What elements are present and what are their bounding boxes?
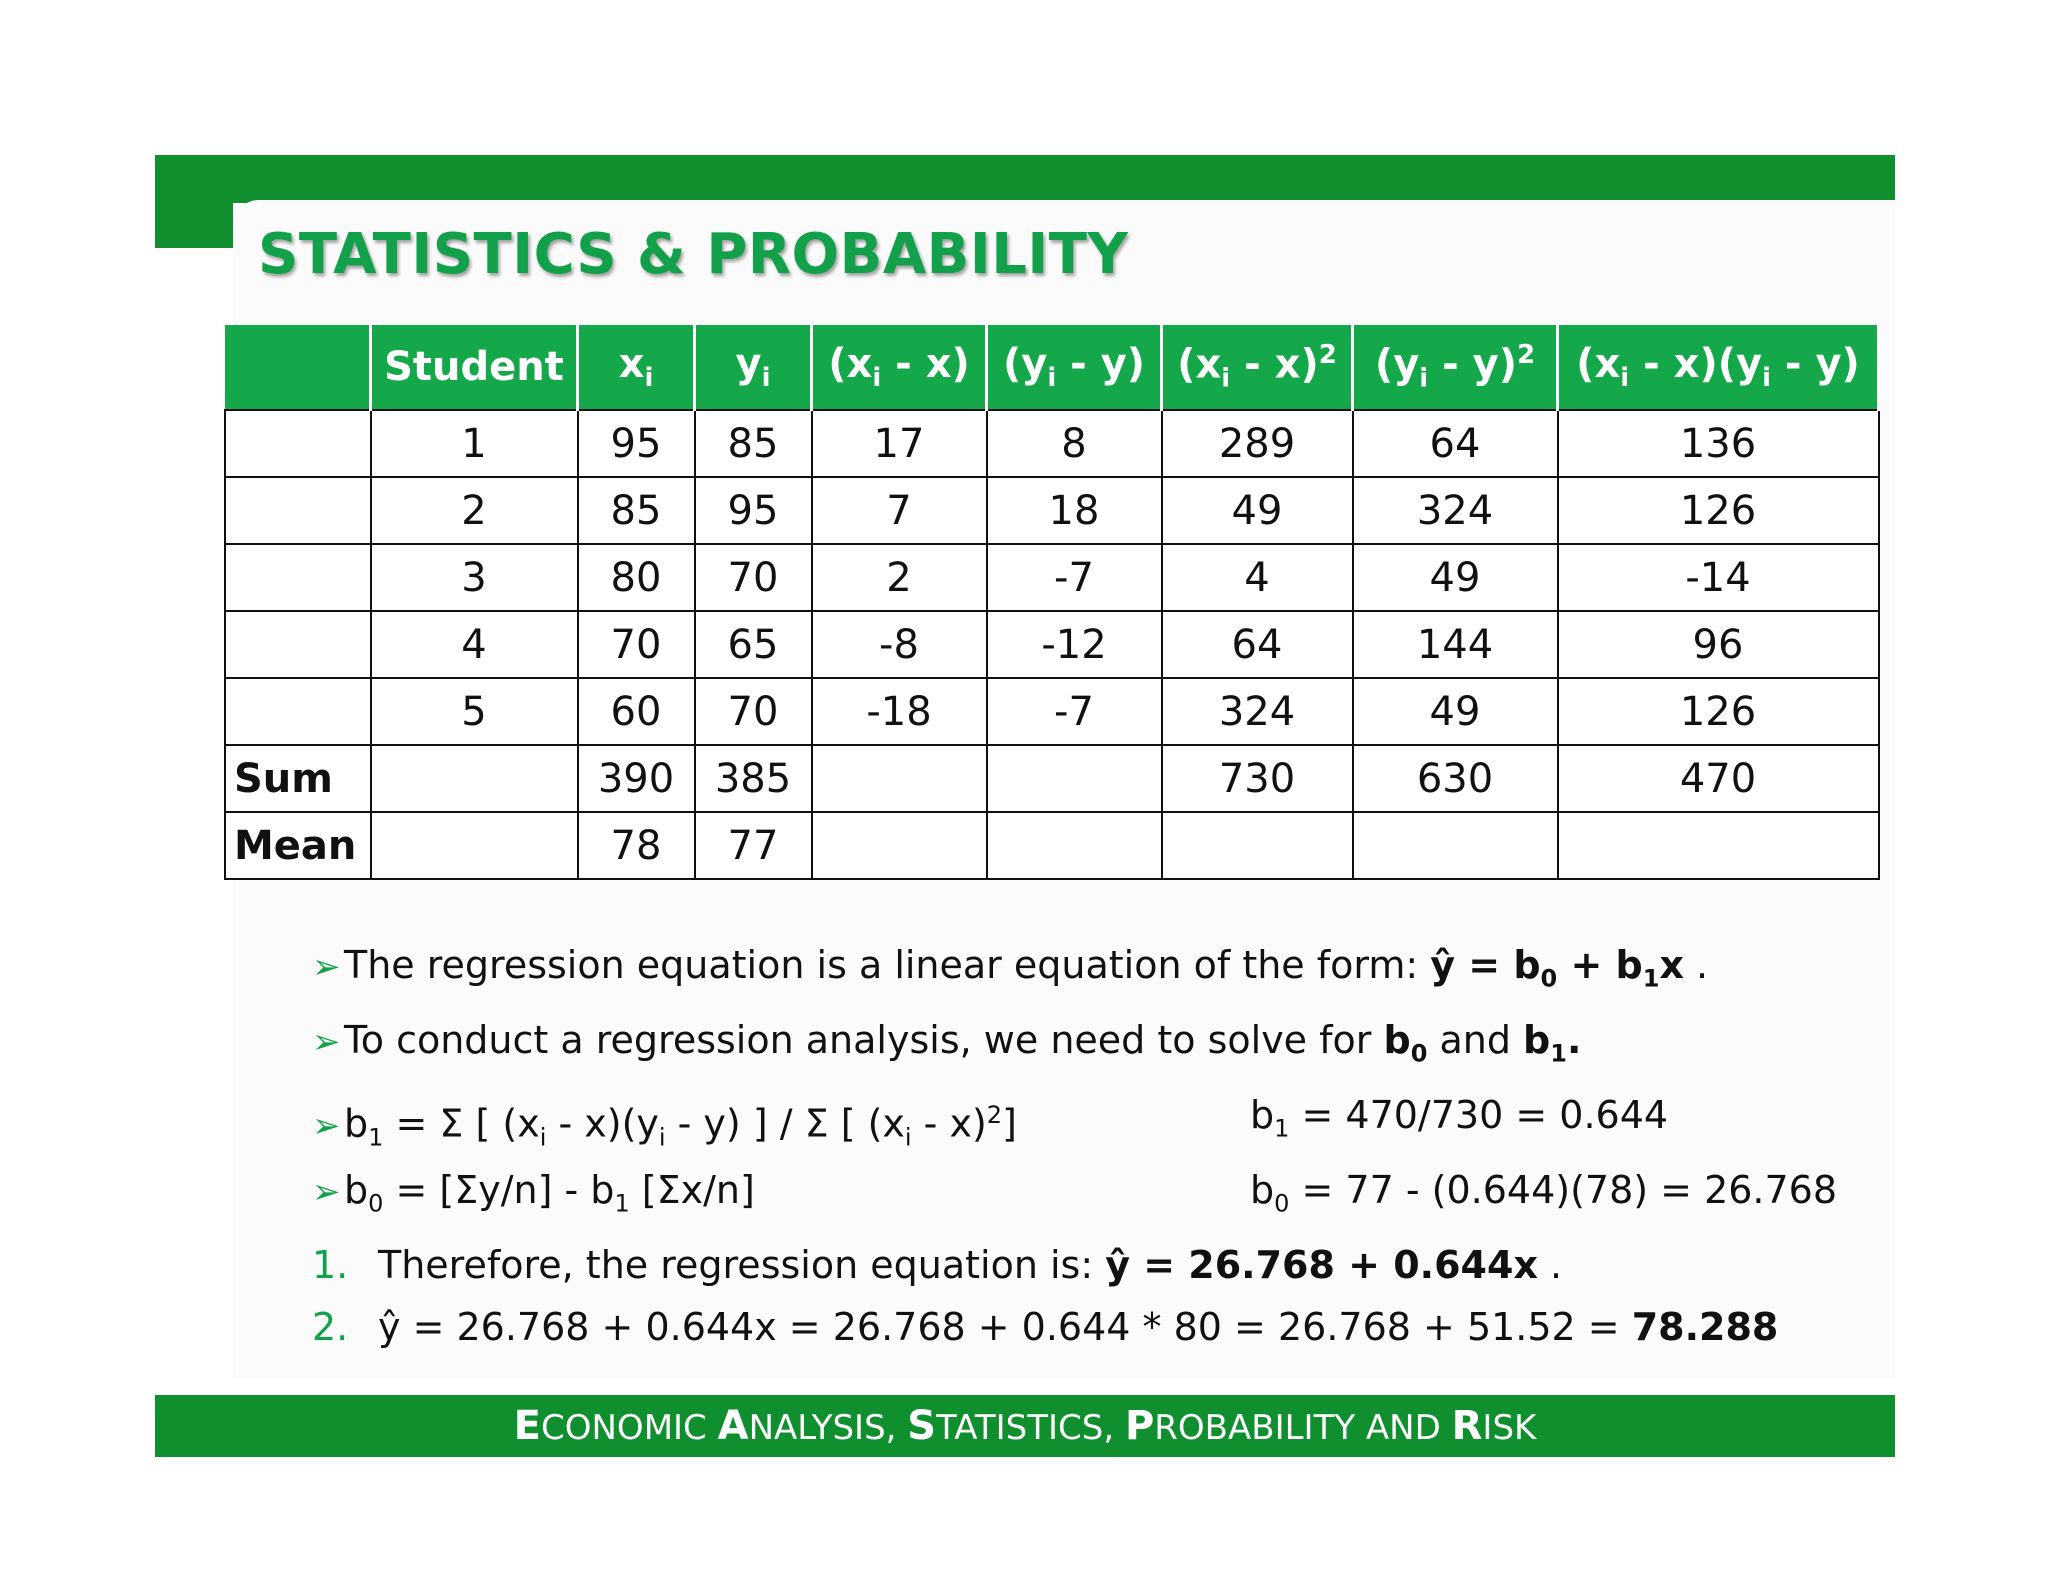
table-row xyxy=(225,544,1879,611)
numbered-item-1: 1. Therefore, the regression equation is: ŷ = 26.768 + 0.644x . xyxy=(312,1235,1872,1297)
table-row xyxy=(225,611,1879,678)
table-cell: -7 xyxy=(987,678,1162,745)
table-cell: 470 xyxy=(1558,745,1879,812)
table-row xyxy=(225,812,1879,879)
table-cell xyxy=(1353,812,1558,879)
b0-result: $b_0 = 77 - (0.644)(78) = 26.768$ xyxy=(1250,1168,1838,1218)
bullet-b1-formula: $➢b_1 = \Sigma$ [ $(x_i - x)(y_i - y)$ ] / Σ [ $(x_i - x)^2$] $b_1 = 470/730 = 0.644$ xyxy=(312,1085,1872,1160)
table-cell: 2 xyxy=(371,477,578,544)
row-label-cell xyxy=(225,544,371,611)
header-xi: $x_i$ xyxy=(578,325,695,410)
arrow-bullet-icon: ➢ xyxy=(312,1105,341,1146)
table-cell: 126 xyxy=(1558,678,1879,745)
bullet-b0-formula: $➢b_0 = [\Sigma y/n] - b_1$ [Σx/n] $b_0 = 77 - (0.644)(78) = 26.768$ xyxy=(312,1160,1872,1235)
table-cell xyxy=(812,745,987,812)
header-y-dev: $(y_i - y)$ xyxy=(987,325,1162,410)
b1-result: $b_1 = 470/730 = 0.644$ xyxy=(1250,1093,1669,1143)
table-row xyxy=(225,678,1879,745)
table-cell: 4 xyxy=(1162,544,1353,611)
table-cell: -12 xyxy=(987,611,1162,678)
arrow-bullet-icon: ➢ xyxy=(312,1172,341,1212)
table-cell: 80 xyxy=(578,544,695,611)
numbered-item-2: 2. ŷ = 26.768 + 0.644x = 26.768 + 0.644 * 80 = 26.768 + 51.52 = 78.288 xyxy=(312,1297,1872,1359)
table-cell: 70 xyxy=(578,611,695,678)
header-student: Student xyxy=(371,325,578,410)
slide-title: STATISTICS & PROBABILITY xyxy=(258,222,1129,287)
row-label-cell xyxy=(225,477,371,544)
table-cell: 730 xyxy=(1162,745,1353,812)
table-cell: 18 xyxy=(987,477,1162,544)
table-cell: 136 xyxy=(1558,410,1879,477)
table-row xyxy=(225,477,1879,544)
arrow-bullet-icon: ➢ xyxy=(312,1022,341,1062)
table-cell: 96 xyxy=(1558,611,1879,678)
table-cell: 4 xyxy=(371,611,578,678)
table-cell: -14 xyxy=(1558,544,1879,611)
table-cell: 77 xyxy=(695,812,812,879)
table-cell: 8 xyxy=(987,410,1162,477)
table-cell: 630 xyxy=(1353,745,1558,812)
header-y-dev-sq: $(y_i - y)^2$ xyxy=(1353,325,1558,410)
table-cell xyxy=(1558,812,1879,879)
table-cell: 70 xyxy=(695,544,812,611)
header-x-dev-sq: $(x_i - x)^2$ xyxy=(1162,325,1353,410)
table-cell: 49 xyxy=(1353,544,1558,611)
table-cell: 289 xyxy=(1162,410,1353,477)
table-cell: 49 xyxy=(1353,678,1558,745)
table-cell: 390 xyxy=(578,745,695,812)
table-cell: 7 xyxy=(812,477,987,544)
table-cell: 85 xyxy=(695,410,812,477)
table-cell: 3 xyxy=(371,544,578,611)
table-cell: 49 xyxy=(1162,477,1353,544)
list-number: 1. xyxy=(312,1243,349,1287)
table-cell: 385 xyxy=(695,745,812,812)
table-row xyxy=(225,745,1879,812)
table-cell xyxy=(987,745,1162,812)
header-cross-product: $(x_i - x)(y_i - y)$ xyxy=(1558,325,1879,410)
table-cell: 324 xyxy=(1353,477,1558,544)
table-cell: 324 xyxy=(1162,678,1353,745)
table-cell: 65 xyxy=(695,611,812,678)
explanation-bullets xyxy=(312,935,1872,1359)
top-banner-notch xyxy=(155,200,233,248)
table-cell: 95 xyxy=(695,477,812,544)
regression-table xyxy=(224,325,1880,880)
row-label-cell: Sum xyxy=(225,745,371,812)
table-cell: 85 xyxy=(578,477,695,544)
bullet-solve-for: ➢To conduct a regression analysis, we need to solve for $b_0$ and $b_1$. xyxy=(312,1010,1872,1085)
header-blank xyxy=(225,325,371,410)
table-cell: 78 xyxy=(578,812,695,879)
header-yi: $y_i$ xyxy=(695,325,812,410)
table-cell: -7 xyxy=(987,544,1162,611)
arrow-bullet-icon: ➢ xyxy=(312,947,341,987)
row-label-cell xyxy=(225,410,371,477)
table-cell: 70 xyxy=(695,678,812,745)
table-cell xyxy=(987,812,1162,879)
table-header-row xyxy=(225,325,1879,410)
table-cell: 95 xyxy=(578,410,695,477)
table-cell: 5 xyxy=(371,678,578,745)
table-cell: 126 xyxy=(1558,477,1879,544)
header-x-dev: $(x_i - x)$ xyxy=(812,325,987,410)
table-row xyxy=(225,410,1879,477)
table-cell: 1 xyxy=(371,410,578,477)
list-number: 2. xyxy=(312,1305,349,1349)
table-cell: 2 xyxy=(812,544,987,611)
row-label-cell: Mean xyxy=(225,812,371,879)
table-cell: -8 xyxy=(812,611,987,678)
table-cell: 64 xyxy=(1162,611,1353,678)
table-cell xyxy=(812,812,987,879)
table-cell xyxy=(371,812,578,879)
table-cell: 60 xyxy=(578,678,695,745)
table-cell: 64 xyxy=(1353,410,1558,477)
row-label-cell xyxy=(225,678,371,745)
bullet-regression-form: ➢The regression equation is a linear equation of the form: ŷ = $b_0 + b_1x$ . xyxy=(312,935,1872,1010)
row-label-cell xyxy=(225,611,371,678)
table-cell xyxy=(371,745,578,812)
top-banner-bar xyxy=(155,155,1895,203)
footer-banner: ECONOMIC ANALYSIS, STATISTICS, PROBABILITY AND RISK xyxy=(155,1395,1895,1457)
table-cell: 144 xyxy=(1353,611,1558,678)
table-cell xyxy=(1162,812,1353,879)
table-cell: 17 xyxy=(812,410,987,477)
table-cell: -18 xyxy=(812,678,987,745)
